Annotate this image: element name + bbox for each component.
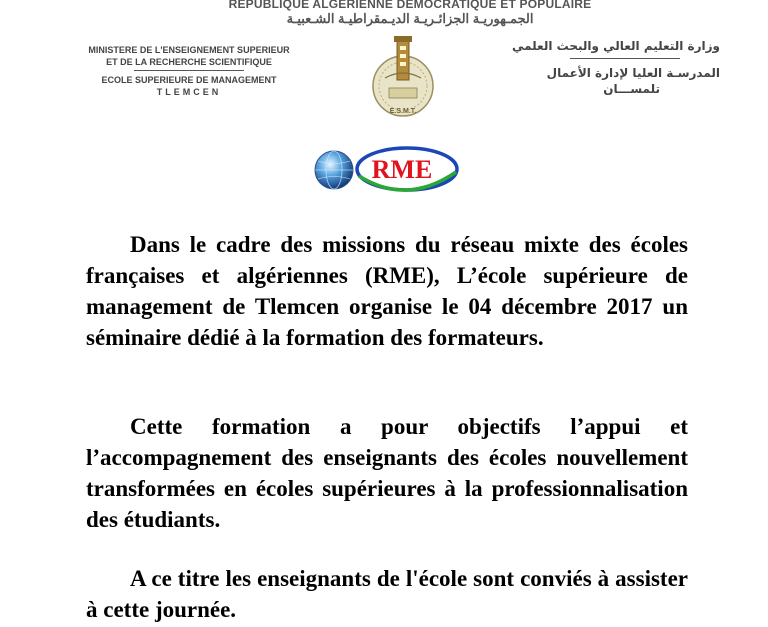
seal-label: E.S.M.T. <box>389 108 417 115</box>
paragraph-objectives: Cette formation a pour objectifs l’appui et l’accompagnement des enseignants des écoles nouvellement transformées en écoles supérieures à la professionnalisation des étudiants. <box>86 414 688 532</box>
city-name-ar: تلمســـان <box>603 82 660 96</box>
school-seal-logo <box>363 34 443 122</box>
republic-title-fr: REPUBLIQUE ALGERIENNE DEMOCRATIQUE ET POPULAIRE <box>228 0 592 11</box>
ministry-name-ar: وزارة التعليم العالي والبحث العلمي <box>511 39 720 53</box>
ministry-line-1: MINISTERE DE L'ENSEIGNEMENT SUPERIEUR <box>88 45 290 55</box>
ministry-line-2: ET DE LA RECHERCHE SCIENTIFIQUE <box>106 57 272 67</box>
ministry-block-ar <box>470 38 720 97</box>
globe-icon <box>315 151 353 189</box>
divider <box>570 58 680 59</box>
divider <box>134 70 244 71</box>
ministry-block-fr <box>78 44 300 98</box>
republic-title-ar: الجمـهوريـة الجزائـريـة الديـمقراطيـة الشـعبيـة <box>286 11 534 26</box>
paragraph-intro: Dans le cadre des missions du réseau mixte des écoles françaises et algériennes (RME), L’école supérieure de management de Tlemcen organise le 04 décembre 2017 un séminaire dédié à la formation des formateurs. <box>86 232 688 350</box>
rme-logo <box>312 142 462 198</box>
logo-text: RME <box>371 155 433 184</box>
city-name-fr: TLEMCEN <box>156 87 222 97</box>
paragraph-invitation: A ce titre les enseignants de l'école sont conviés à assister à cette journée. <box>86 566 688 622</box>
school-name-ar: المدرسـة العليا لإدارة الأعمال <box>546 66 720 80</box>
school-name-fr: ECOLE SUPERIEURE DE MANAGEMENT <box>101 75 277 85</box>
